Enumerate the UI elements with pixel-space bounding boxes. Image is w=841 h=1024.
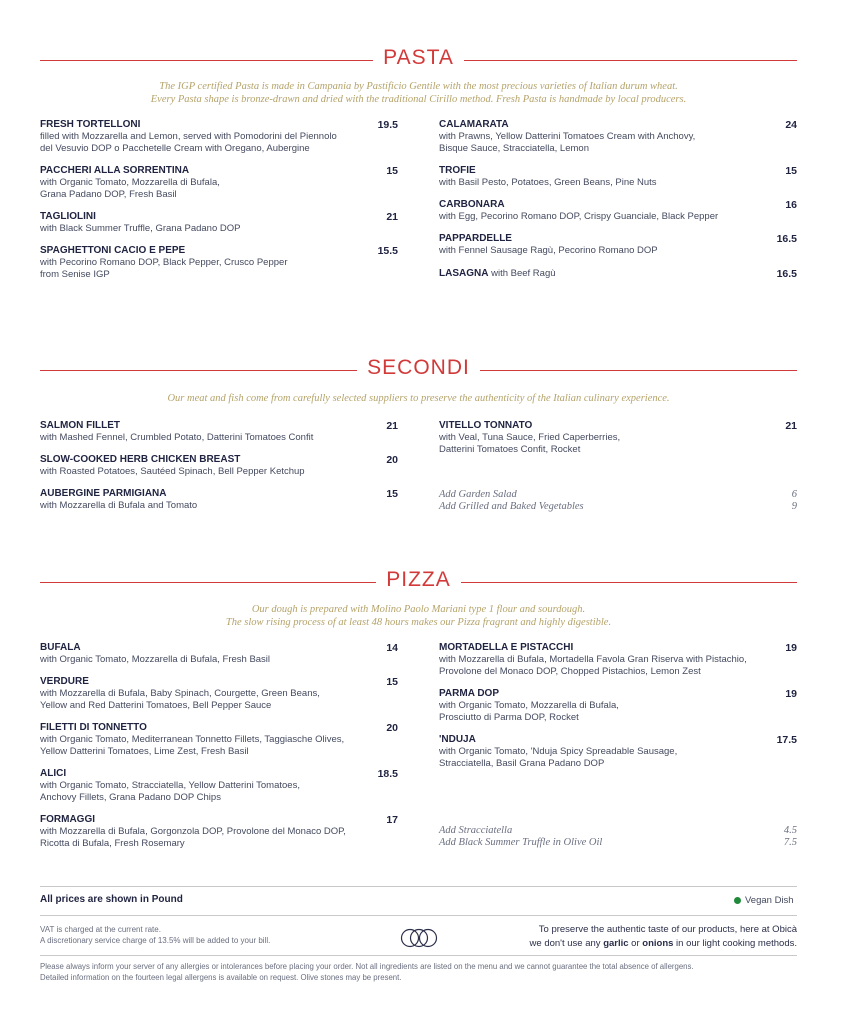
pizza-intro-line2: The slow rising process of at least 48 hours makes our Pizza fragrant and highly digestible. — [225, 617, 612, 628]
menu-item-desc: with Organic Tomato, Mediterranean Tonnetto Fillets, Taggiasche Olives, — [40, 734, 345, 745]
menu-item-fresh-tortelloni — [40, 119, 337, 155]
menu-item-name: TROFIE — [439, 165, 476, 176]
menu-item-name: MORTADELLA E PISTACCHI — [439, 642, 574, 653]
menu-item-name: 'NDUJA — [439, 734, 476, 745]
menu-item-price: 18.5 — [377, 768, 398, 780]
menu-item-price: 15 — [386, 676, 398, 688]
menu-item-price: 19.5 — [377, 119, 398, 131]
onions-word: onions — [642, 938, 674, 949]
menu-item-name: PARMA DOP — [439, 688, 499, 699]
menu-item-desc: with Basil Pesto, Potatoes, Green Beans, Pine Nuts — [439, 177, 657, 188]
menu-item-desc: Ricotta di Bufala, Fresh Rosemary — [40, 838, 185, 849]
pizza-intro — [40, 603, 797, 629]
pasta-header — [40, 46, 797, 72]
allergy-note — [40, 961, 694, 983]
secondi-header — [40, 356, 797, 382]
garlic-word: garlic — [603, 938, 629, 949]
menu-item-desc: with Organic Tomato, Mozzarella di Bufala, — [439, 700, 619, 711]
menu-item-name: CARBONARA — [439, 199, 505, 210]
addon-add-stracciatella: Add Stracciatella — [439, 825, 513, 836]
menu-item-mortadella-e-pistacchi — [439, 642, 747, 678]
taste-note — [530, 923, 797, 951]
addon-price: 4.5 — [783, 825, 797, 836]
addon-price: 7.5 — [783, 837, 797, 848]
menu-item-price: 20 — [386, 722, 398, 734]
menu-item-desc: with Organic Tomato, 'Nduja Spicy Spreadable Sausage, — [439, 746, 678, 757]
menu-item-salmon-fillet — [40, 420, 313, 444]
taste-line2-a: we don't use any — [529, 938, 604, 949]
menu-item-desc: with Mozzarella di Bufala, Gorgonzola DOP, Provolone del Monaco DOP, — [40, 826, 346, 837]
menu-item-calamarata — [439, 119, 695, 155]
menu-item-desc: with Organic Tomato, Mozzarella di Bufala, Fresh Basil — [40, 654, 271, 665]
addon-price: 6 — [791, 489, 797, 500]
footer-bottom-rule — [40, 955, 797, 956]
menu-item-name: AUBERGINE PARMIGIANA — [40, 488, 167, 499]
menu-item-desc: with Fennel Sausage Ragù, Pecorino Romano DOP — [439, 245, 658, 256]
menu-item-name: FORMAGGI — [40, 814, 95, 825]
menu-item-desc: with Pecorino Romano DOP, Black Pepper, Crusco Pepper — [40, 257, 288, 268]
menu-item-name: ALICI — [40, 768, 67, 779]
pizza-title: PIZZA — [376, 568, 461, 591]
menu-item-desc: with Mozzarella di Bufala and Tomato — [40, 500, 198, 511]
menu-item-desc: filled with Mozzarella and Lemon, served with Pomodorini del Piennolo — [40, 131, 337, 142]
addon-add-black-summer-truffle-in-olive-oil: Add Black Summer Truffle in Olive Oil — [439, 837, 603, 848]
menu-item-formaggi — [40, 814, 346, 850]
menu-item-price: 21 — [386, 420, 398, 432]
menu-item-price: 19 — [785, 642, 797, 654]
menu-item-name: SLOW-COOKED HERB CHICKEN BREAST — [40, 454, 241, 465]
menu-item-verdure — [40, 676, 320, 712]
menu-item-paccheri-alla-sorrentina — [40, 165, 220, 201]
pizza-intro-line1: Our dough is prepared with Molino Paolo Mariani type 1 flour and sourdough. — [251, 604, 586, 615]
menu-item-name: SALMON FILLET — [40, 420, 120, 431]
menu-item-price: 16.5 — [776, 268, 797, 280]
menu-item-price: 16 — [785, 199, 797, 211]
menu-item-name: TAGLIOLINI — [40, 211, 96, 222]
menu-item-name: VITELLO TONNATO — [439, 420, 533, 431]
menu-item-desc: with Prawns, Yellow Datterini Tomatoes Cream with Anchovy, — [439, 131, 696, 142]
menu-item-aubergine-parmigiana — [40, 488, 197, 512]
menu-item-name: FRESH TORTELLONI — [40, 119, 141, 130]
taste-line1: To preserve the authentic taste of our products, here at Obicà — [538, 924, 797, 935]
menu-item-pappardelle — [439, 233, 658, 257]
menu-item-trofie — [439, 165, 657, 189]
menu-item-price: 15 — [386, 165, 398, 177]
menu-item-desc: with Organic Tomato, Stracciatella, Yellow Datterini Tomatoes, — [40, 780, 300, 791]
taste-line2 — [530, 937, 797, 951]
menu-item-name: VERDURE — [40, 676, 89, 687]
menu-item-price: 15 — [386, 488, 398, 500]
vegan-dot-icon — [734, 897, 741, 904]
vat-note — [40, 924, 270, 946]
menu-item-with: with Beef Ragù — [488, 268, 556, 279]
obica-rings-logo-icon — [400, 928, 438, 948]
menu-item-desc: del Vesuvio DOP o Pacchetelle Cream with Oregano, Aubergine — [40, 143, 310, 154]
menu-item-desc: from Senise IGP — [40, 269, 110, 280]
pasta-title: PASTA — [373, 46, 464, 69]
secondi-intro — [40, 392, 797, 405]
vegan-label: Vegan Dish — [745, 895, 794, 906]
addon-add-grilled-and-baked-vegetables: Add Grilled and Baked Vegetables — [439, 501, 584, 512]
menu-item-price: 21 — [386, 211, 398, 223]
prices-note: All prices are shown in Pound — [40, 894, 183, 905]
menu-item-desc: Bisque Sauce, Stracciatella, Lemon — [439, 143, 589, 154]
pizza-header — [40, 568, 797, 594]
menu-item-price: 15 — [785, 165, 797, 177]
menu-item-nduja — [439, 734, 677, 770]
menu-item-desc: Datterini Tomatoes Confit, Rocket — [439, 444, 581, 455]
menu-item-desc: Yellow Datterini Tomatoes, Lime Zest, Fresh Basil — [40, 746, 249, 757]
pasta-intro-line1: The IGP certified Pasta is made in Campania by Pastificio Gentile with the most precious varieties of Italian durum wheat. — [159, 81, 678, 92]
menu-item-price: 14 — [386, 642, 398, 654]
menu-item-desc: Stracciatella, Basil Grana Padano DOP — [439, 758, 605, 769]
menu-item-price: 21 — [785, 420, 797, 432]
addon-price: 9 — [791, 501, 797, 512]
menu-item-name: LASAGNA with Beef Ragù — [439, 268, 556, 279]
menu-item-desc: with Mozzarella di Bufala, Mortadella Favola Gran Riserva with Pistachio, — [439, 654, 747, 665]
menu-item-desc: with Black Summer Truffle, Grana Padano DOP — [40, 223, 241, 234]
menu-item-desc: with Veal, Tuna Sauce, Fried Caperberries, — [439, 432, 621, 443]
vat-line2: A discretionary service charge of 13.5% will be added to your bill. — [40, 936, 271, 945]
menu-item-desc: with Egg, Pecorino Romano DOP, Crispy Guanciale, Black Pepper — [439, 211, 719, 222]
allergy-line1: Please always inform your server of any allergies or intolerances before placing your order. Not all ingredients are listed on the menu and we cannot guarantee the total absence of allergens. — [40, 962, 694, 971]
menu-item-price: 17 — [386, 814, 398, 826]
menu-item-vitello-tonnato — [439, 420, 620, 456]
menu-item-name: SPAGHETTONI CACIO E PEPE — [40, 245, 186, 256]
menu-item-desc: with Organic Tomato, Mozzarella di Bufala, — [40, 177, 220, 188]
vat-line1: VAT is charged at the current rate. — [40, 925, 161, 934]
menu-item-price: 17.5 — [776, 734, 797, 746]
menu-item-parma-dop — [439, 688, 619, 724]
menu-item-desc: with Roasted Potatoes, Sautéed Spinach, Bell Pepper Ketchup — [40, 466, 305, 477]
menu-item-slow-cooked-herb-chicken-breast — [40, 454, 305, 478]
menu-item-desc: Provolone del Monaco DOP, Chopped Pistachios, Lemon Zest — [439, 666, 701, 677]
menu-item-carbonara — [439, 199, 718, 223]
menu-item-alici — [40, 768, 300, 804]
footer-top-rule — [40, 886, 797, 887]
menu-item-price: 20 — [386, 454, 398, 466]
menu-item-desc: Anchovy Fillets, Grana Padano DOP Chips — [40, 792, 221, 803]
menu-item-bufala — [40, 642, 270, 666]
footer-mid-rule — [40, 915, 797, 916]
menu-item-desc: Prosciutto di Parma DOP, Rocket — [439, 712, 579, 723]
menu-item-price: 19 — [785, 688, 797, 700]
menu-item-desc: with Mashed Fennel, Crumbled Potato, Datterini Tomatoes Confit — [40, 432, 314, 443]
menu-item-tagliolini — [40, 211, 240, 235]
menu-item-price: 16.5 — [776, 233, 797, 245]
menu-item-filetti-di-tonnetto — [40, 722, 344, 758]
taste-line2-c: in our light cooking methods. — [673, 938, 797, 949]
menu-item-desc: Yellow and Red Datterini Tomatoes, Bell Pepper Sauce — [40, 700, 272, 711]
menu-item-desc: Grana Padano DOP, Fresh Basil — [40, 189, 177, 200]
menu-item-name: FILETTI DI TONNETTO — [40, 722, 147, 733]
menu-item-name: BUFALA — [40, 642, 81, 653]
menu-item-name: CALAMARATA — [439, 119, 509, 130]
secondi-title: SECONDI — [357, 356, 480, 379]
menu-item-name: PAPPARDELLE — [439, 233, 512, 244]
menu-item-spaghettoni-cacio-e-pepe — [40, 245, 287, 281]
menu-item-price: 24 — [785, 119, 797, 131]
menu-item-price: 15.5 — [377, 245, 398, 257]
allergy-line2: Detailed information on the fourteen legal allergens is available on request. Olive stones may be present. — [40, 973, 402, 982]
pasta-intro — [40, 80, 797, 106]
menu-item-desc: with Mozzarella di Bufala, Baby Spinach, Courgette, Green Beans, — [40, 688, 320, 699]
menu-item-lasagna — [439, 268, 556, 280]
secondi-intro-line: Our meat and fish come from carefully selected suppliers to preserve the authenticity of the Italian culinary experience. — [167, 393, 670, 404]
pasta-intro-line2: Every Pasta shape is bronze-drawn and dried with the traditional Cirillo method. Fresh Pasta is handmade by local producers. — [150, 94, 687, 105]
addon-add-garden-salad: Add Garden Salad — [439, 489, 517, 500]
taste-line2-b: or — [628, 938, 643, 949]
menu-item-name: PACCHERI ALLA SORRENTINA — [40, 165, 190, 176]
